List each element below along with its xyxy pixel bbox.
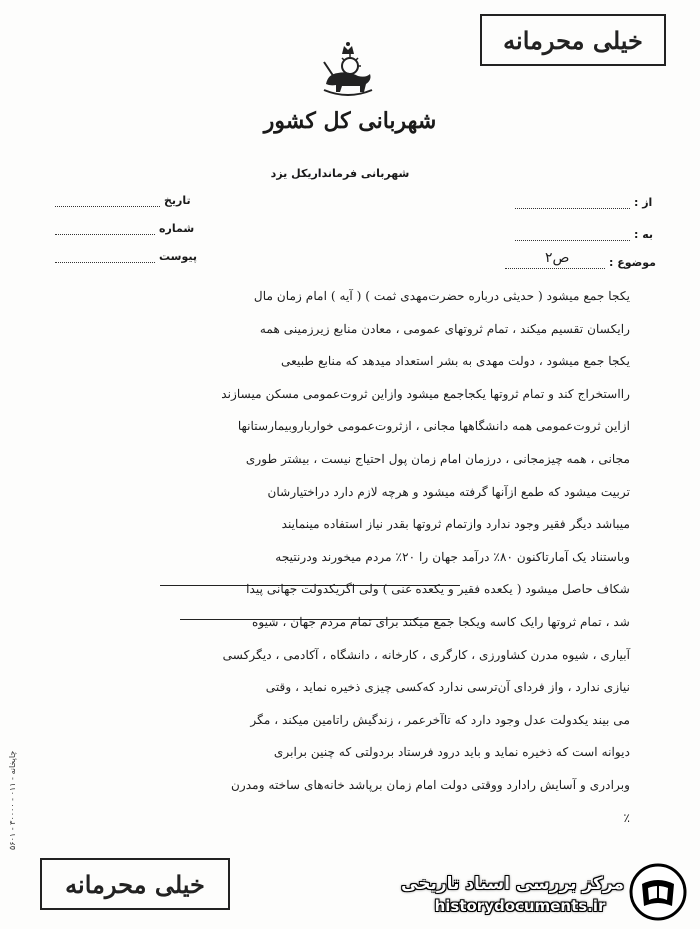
body-line: مجانی ، همه چیزمجانی ، درزمان امام زمان پول احتیاج نیست ، بیشتر طوری <box>245 451 630 466</box>
body-line: شد ، تمام ثروتها رایک کاسه ویکجا جمع میکند برای تمام مردم جهان ، شیوه <box>252 614 630 629</box>
body-line: رایکسان تقسیم میکند ، تمام ثروتهای عمومی ، معادن منابع زیرزمینی همه <box>259 321 630 336</box>
subject-label: موضوع : <box>609 256 656 269</box>
number-label: شماره <box>159 222 195 235</box>
attachment-line <box>55 251 155 263</box>
attachment-field <box>55 250 197 263</box>
bottom-confidential-stamp: خیلی محرمانه <box>40 858 230 910</box>
to-line <box>515 229 630 241</box>
body-line: یکجا جمع میشود ، دولت مهدی به بشر استعداد میدهد که منابع طبیعی <box>280 354 630 369</box>
body-line: ازاین ثروت‌عمومی همه دانشگاهها مجانی ، ازثروت‌عمومی خوارباروبیمارستانها <box>237 419 630 434</box>
body-line: تربیت میشود که طمع ازآنها گرفته میشود و هرچه لازم دارد دراختیارشان <box>267 484 630 499</box>
handwritten-underline <box>180 619 450 620</box>
lion-and-sun-emblem-icon <box>318 40 378 98</box>
letter-body <box>110 280 630 834</box>
to-field <box>515 228 653 241</box>
organization-subtitle: شهربانی فرمانداریکل یزد <box>270 167 410 180</box>
body-line: دیوانه است که ذخیره نماید و باید درود فرستاد بردولتی که چنین برابری <box>273 745 630 760</box>
body-line: نیازی ندارد ، واز فردای آن‌ترسی ندارد که‌کسی چیزی ذخیره نماید ، وقتی <box>265 680 630 695</box>
body-line: وباستناد یک آمارتاکنون ۸۰٪ درآمد جهان را ۲۰٪ مردم میخورند ودرنتیجه <box>275 549 630 564</box>
number-line <box>55 223 155 235</box>
body-line: وبرادری و آسایش رادارد ووقتی دولت امام زمان برپاشد خانه‌های ساخته ومدرن <box>230 777 630 792</box>
subject-value: ص۲ <box>545 250 570 266</box>
date-line <box>55 195 160 207</box>
attachment-label: پیوست <box>159 250 197 263</box>
body-line: آبیاری ، شیوه مدرن کشاورزی ، کارگری ، کارخانه ، دانشگاه ، آکادمی ، دیگرکسی <box>222 647 630 662</box>
watermark-url: historydocuments.ir <box>434 897 606 915</box>
from-label: از : <box>634 196 653 209</box>
handwritten-underline <box>160 585 460 586</box>
date-field <box>55 194 191 207</box>
body-line: رااستخراج کند و تمام ثروتها یکجاجمع میشود وازاین ثروت‌عمومی مسکن میسازند <box>221 386 630 401</box>
to-label: به : <box>634 228 654 241</box>
from-field <box>515 196 652 209</box>
date-label: تاریخ <box>164 194 191 207</box>
body-line: یکجا جمع میشود ( حدیثی درباره حضرت‌مهدی ثمت ) ( آیه ) امام زمان مال <box>253 289 630 303</box>
organization-title: شهربانی کل کشور <box>263 108 437 134</box>
subject-field <box>505 250 656 269</box>
watermark-title: مرکز بررسی اسناد تاریخی <box>401 874 624 894</box>
top-confidential-stamp: خیلی محرمانه <box>480 14 666 66</box>
body-line: ٪ <box>623 810 630 825</box>
body-line: شکاف حاصل میشود ( یکعده فقیر و یکعده غنی ) ولی اگریکدولت جهانی پیدا <box>246 582 630 597</box>
from-line <box>515 197 630 209</box>
number-field <box>55 222 194 235</box>
printer-side-note: ۵۶۰۱ - ۳۰۰۰۰ - ۰۱۱ - چاپخانه <box>8 750 17 850</box>
historydocuments-logo-icon <box>628 862 688 922</box>
body-line: میباشد دیگر فقیر وجود ندارد وازتمام ثروتها بقدر نیاز استفاده مینمایند <box>281 517 630 532</box>
body-line: می بیند یکدولت عدل وجود دارد که تاآخرعمر ، زندگیش راتامین میکند ، مگر <box>250 712 630 727</box>
